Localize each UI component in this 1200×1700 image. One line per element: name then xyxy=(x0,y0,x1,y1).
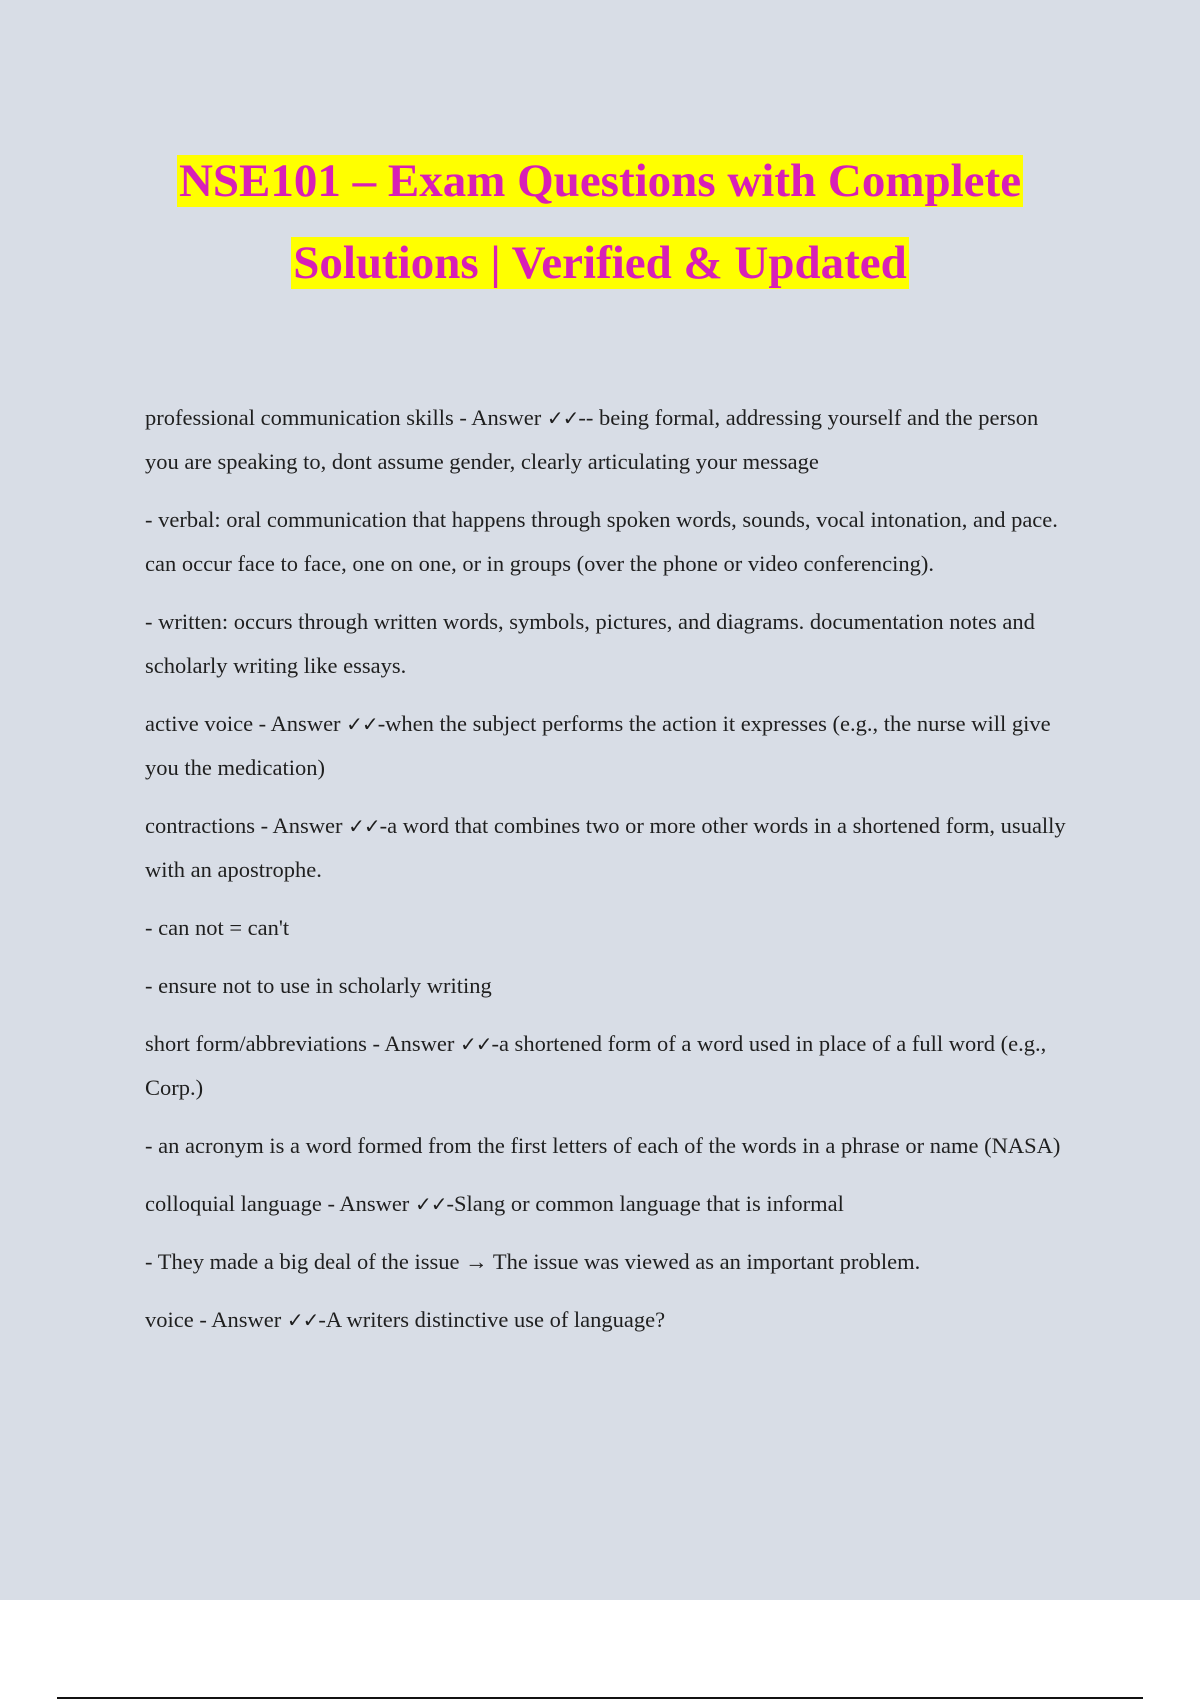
note-paragraph: - verbal: oral communication that happens through spoken words, sounds, vocal intonation, and pace. can occur face to face, one on one, or in groups (over the phone or video conferencing). xyxy=(145,507,1058,576)
qa-paragraph xyxy=(145,396,1075,484)
checkmark-icon: ✓✓ xyxy=(348,814,380,838)
term-text: voice - Answer xyxy=(145,1307,287,1332)
checkmark-icon: ✓✓ xyxy=(286,1308,319,1332)
note-paragraph: - can not = can't xyxy=(145,915,290,940)
note-paragraph: - an acronym is a word formed from the first letters of each of the words in a phrase or name (NASA) xyxy=(145,1133,1061,1158)
title-line-1: NSE101 – Exam Questions with Complete xyxy=(178,155,1022,207)
term-text: colloquial language - Answer xyxy=(145,1191,415,1216)
qa-paragraph xyxy=(145,702,1075,790)
qa-paragraph xyxy=(145,1182,1075,1226)
checkmark-icon: ✓✓ xyxy=(414,1192,447,1216)
answer-text: -A writers distinctive use of language? xyxy=(318,1307,666,1332)
note-paragraph: - They made a big deal of the issue → The issue was viewed as an important problem. xyxy=(145,1249,921,1274)
document-body xyxy=(145,396,1075,1356)
answer-text: -a word that combines two or more other words in a shortened form, usually with an apostrophe. xyxy=(145,813,1066,882)
term-text: contractions - Answer xyxy=(145,813,349,838)
term-text: professional communication skills - Answer xyxy=(145,405,547,430)
note-paragraph: - written: occurs through written words, symbols, pictures, and diagrams. documentation notes and scholarly writing like essays. xyxy=(145,609,1035,678)
qa-paragraph xyxy=(145,1298,1075,1342)
qa-paragraph xyxy=(145,1022,1075,1110)
term-text: short form/abbreviations - Answer xyxy=(145,1031,460,1056)
checkmark-icon: ✓✓ xyxy=(546,406,579,430)
checkmark-icon: ✓✓ xyxy=(459,1032,492,1056)
footer-divider xyxy=(57,1697,1143,1699)
term-text: active voice - Answer xyxy=(145,711,347,736)
answer-text: -- being formal, addressing yourself and the person you are speaking to, dont assume gender, clearly articulating your message xyxy=(145,405,1039,474)
answer-text: -when the subject performs the action it expresses (e.g., the nurse will give you the medication) xyxy=(145,711,1051,780)
answer-text: -Slang or common language that is informal xyxy=(446,1191,844,1216)
qa-paragraph xyxy=(145,804,1075,892)
answer-text: -a shortened form of a word used in place of a full word (e.g., Corp.) xyxy=(145,1031,1047,1100)
note-paragraph: - ensure not to use in scholarly writing xyxy=(145,973,492,998)
title-line-2: Solutions | Verified & Updated xyxy=(293,237,907,289)
checkmark-icon: ✓✓ xyxy=(346,712,378,736)
document-title xyxy=(0,140,1200,304)
